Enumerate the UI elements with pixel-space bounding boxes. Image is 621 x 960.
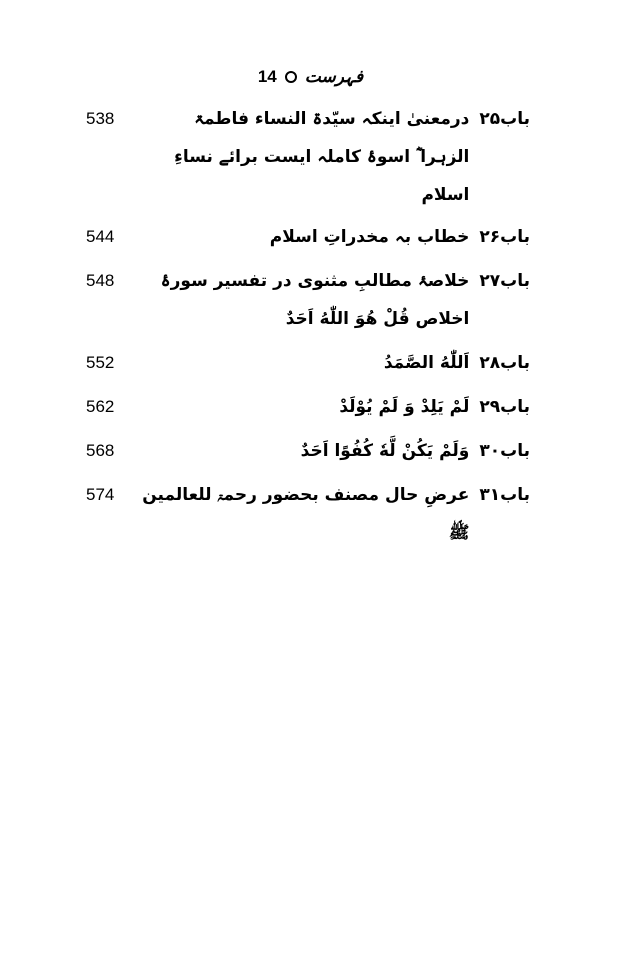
- chapter-label: باب۲۹: [479, 397, 530, 417]
- chapter-page: 544: [86, 227, 115, 246]
- chapter-title: خطاب بہ مخدراتِ اسلام: [269, 227, 470, 247]
- page-number: 14: [257, 66, 277, 86]
- chapter-title: لَمْ يَلِدْ وَ لَمْ يُوْلَدْ: [339, 397, 470, 417]
- toc-heading: فہرست: [304, 67, 364, 87]
- toc-entry: [86, 438, 530, 470]
- toc-entry: [86, 482, 530, 552]
- page-header: [0, 66, 621, 87]
- chapter-title: درمعنیٰ اینکہ سیّدۃ النساء فاطمۃ الزہرا ؓ اسوۂ کاملہ ایست برائے نساءِ اسلام: [174, 109, 470, 205]
- chapter-page: 568: [86, 441, 115, 460]
- chapter-label: باب۳۱: [479, 485, 530, 505]
- chapter-page: 574: [86, 485, 115, 504]
- chapter-label: باب۲۸: [479, 353, 530, 373]
- chapter-label: باب۲۷: [479, 271, 530, 291]
- chapter-title: خلاصۂ مطالبِ مثنوی در تفسیر سورۂ اخلاص قُلْ هُوَ اللّٰهُ اَحَدٌ: [160, 271, 470, 329]
- chapter-label: باب۲۶: [479, 227, 530, 247]
- chapter-page: 548: [86, 271, 115, 290]
- chapter-page: 552: [86, 353, 115, 372]
- chapter-page: 562: [86, 397, 115, 416]
- chapter-label: باب۳۰: [479, 441, 530, 461]
- toc-entry: [86, 224, 530, 256]
- toc-entry: [86, 394, 530, 426]
- circle-icon: [285, 71, 297, 83]
- chapter-label: باب۲۵: [479, 109, 530, 129]
- toc-entry: [86, 268, 530, 338]
- chapter-page: 538: [86, 109, 115, 128]
- chapter-title: اَللّٰهُ الصَّمَدُ: [383, 353, 470, 373]
- toc-entry: [86, 350, 530, 382]
- chapter-title: عرضِ حال مصنف بحضور رحمۃ للعالمین ﷺ: [142, 485, 470, 543]
- chapter-title: وَلَمْ يَكُنْ لَّهٗ كُفُوًا اَحَدٌ: [300, 441, 470, 461]
- toc-entry: [86, 106, 530, 214]
- table-of-contents: [86, 106, 530, 552]
